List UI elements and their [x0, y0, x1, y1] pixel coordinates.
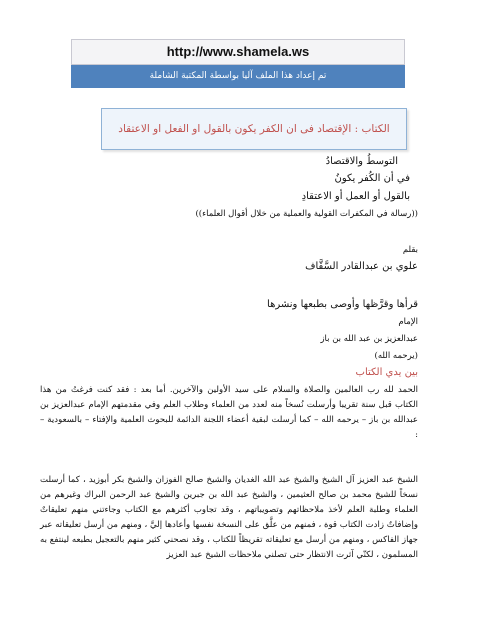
author-name: علوي بن عبدالقادر السَّقَّاف — [305, 261, 418, 272]
website-url: http://www.shamela.ws — [71, 39, 405, 65]
title-line-1: التوسطُ والاقتصادُ — [325, 156, 398, 167]
endorsement-line-3: عبدالعزيز بن عبد الله بن باز — [320, 334, 418, 344]
book-title-box — [101, 108, 407, 150]
section-heading: بين يدي الكتاب — [355, 367, 418, 378]
endorsement-line-2: الإمام — [398, 317, 418, 327]
title-line-3: بالقول أو العمل أو الاعتقادِ — [301, 191, 410, 202]
credit-banner: تم إعداد هذا الملف آليا بواسطة المكتبة الشاملة — [71, 65, 405, 88]
endorsement-line-4: (يرحمه الله) — [374, 351, 418, 361]
title-line-2: في أن الكُفر يكونُ — [334, 173, 410, 184]
paragraph-2: الشيخ عبد العزيز آل الشيخ والشيخ عبد الله الغديان والشيخ صالح الفوزان والشيخ بكر أبوزيد ، كما أرسلت نسخاً للشيخ محمد بن صالح العثيمين ، والشيخ عبد الله بن جبرين والشيخ عبد الرحمن البراك وغيرهم من العلماء وطلبة العلم لأخذ ملاحظاتهم وتصويباتهم ، وقد تجاوب أكثرهم مع الكتاب وجاءتني منهم تعليقاتٌ وإضافاتٌ زادت الكتاب قوة ، فمنهم من علَّق على النسخة نفسها وأعادها إليَّ ، ومنهم من أرسل تعليقاته عبر جهاز الفاكس ، ومنهم من أرسل مع تعليقاته تقريظاً للكتاب ، وقد نصحني كثير منهم بالتعجيل بطبعه لينتفع به المسلمون ، لكنّي آثرت الانتظار حتى تصلني ملاحظات الشيخ عبد العزيز — [40, 475, 418, 560]
author-label: بقلم — [402, 245, 418, 255]
endorsement-line-1: قرأها وقرَّظها وأوصى بطبعها ونشرها — [267, 299, 418, 310]
title-line-4: ((رسالة في المكفرات القولية والعملية من خلال أقوال العلماء)) — [195, 209, 418, 219]
book-title: الكتاب : الإقتصاد فى ان الكفر يكون بالقول او الفعل او الاعتقاد — [118, 123, 390, 135]
paragraph-1: الحمد لله رب العالمين والصلاة والسلام على سيد الأولين والآخرين. أما بعد : فقد كنت فرغتُ من هذا الكتاب قبل سنة تقريبا وأرسلت نُسخاً منه لعدد من العلماء وطلاب العلم وفي مقدمتهم الإمام عبدالعزيز بن عبدالله بن باز – يرحمه الله – كما أرسلت لبقية أعضاء اللجنة الدائمة للبحوث العلمية والإفتاء – بالسعودية – : — [40, 385, 418, 440]
